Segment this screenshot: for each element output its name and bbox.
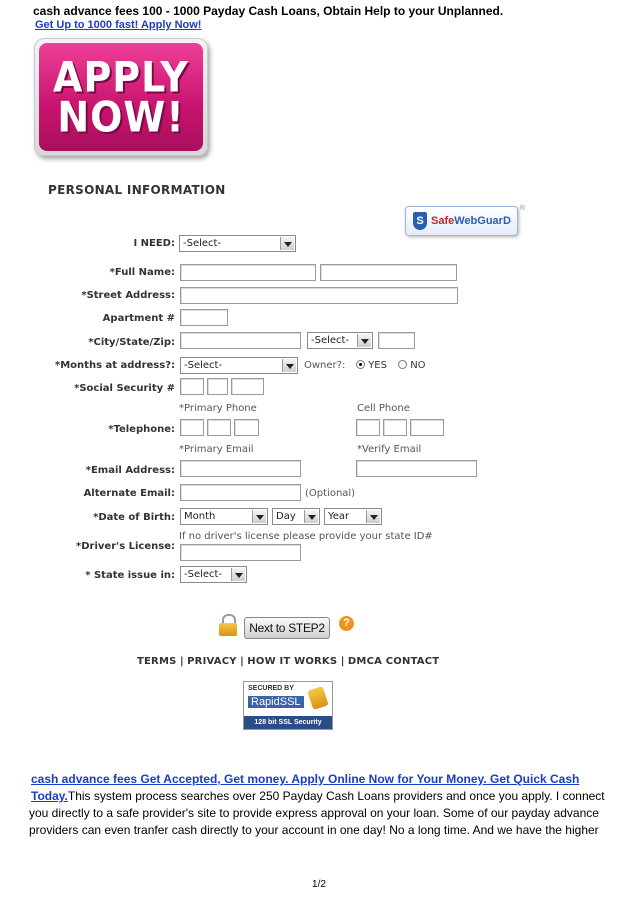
cell-area-input[interactable] [356, 419, 380, 436]
owner-no-option[interactable] [398, 360, 426, 371]
city-input[interactable] [180, 332, 301, 349]
privacy-link[interactable]: PRIVACY [187, 656, 237, 667]
registered-mark: ® [519, 205, 525, 212]
ssn-part3-input[interactable] [231, 378, 264, 395]
dob-day-value: Day [276, 511, 296, 522]
label-drivers-license: *Driver's License: [76, 541, 175, 552]
label-i-need: I NEED: [133, 238, 175, 249]
chevron-down-icon [282, 359, 296, 372]
first-name-input[interactable] [180, 264, 316, 281]
label-street-address: *Street Address: [81, 290, 175, 301]
radio-no[interactable] [398, 360, 407, 369]
chevron-down-icon [366, 510, 380, 523]
label-dob: *Date of Birth: [93, 512, 175, 523]
dob-year-select[interactable] [324, 508, 382, 525]
state-issue-value: -Select- [184, 569, 223, 580]
cell-prefix-input[interactable] [383, 419, 407, 436]
chevron-down-icon [357, 334, 371, 347]
label-email-address: *Email Address: [85, 465, 175, 476]
chevron-down-icon [231, 568, 245, 581]
owner-yes-option[interactable] [356, 360, 387, 371]
section-title: PERSONAL INFORMATION [48, 183, 226, 197]
lock-icon [219, 614, 237, 636]
verify-email-input[interactable] [356, 460, 477, 477]
ssn-part1-input[interactable] [180, 378, 204, 395]
i-need-select-value: -Select- [183, 238, 222, 249]
label-ssn: *Social Security # [74, 383, 175, 394]
paragraph-line4: providers can even tranfer cash directly to your account in one day! No a long time. And we have the higher [29, 823, 599, 837]
safewebguard-badge [405, 205, 525, 236]
phone-prefix-input[interactable] [207, 419, 231, 436]
last-name-input[interactable] [320, 264, 457, 281]
ssl-brand: RapidSSL [248, 696, 304, 708]
label-months-at-address: *Months at address?: [55, 360, 175, 371]
state-issue-select[interactable] [180, 566, 247, 583]
next-step-button[interactable]: Next to STEP2 [244, 617, 330, 639]
shield-icon: S [413, 212, 427, 230]
state-select[interactable] [307, 332, 373, 349]
label-telephone: *Telephone: [108, 424, 175, 435]
radio-yes[interactable] [356, 360, 365, 369]
i-need-select[interactable] [179, 235, 296, 252]
owner-yes-label: YES [368, 360, 387, 371]
rapidssl-badge [243, 681, 333, 730]
verify-email-hint: *Verify Email [357, 444, 422, 455]
label-city-state-zip: *City/State/Zip: [88, 337, 175, 348]
page-number: 1/2 [312, 879, 326, 890]
apply-now-banner[interactable] [34, 38, 208, 156]
chevron-down-icon [304, 510, 318, 523]
phone-line-input[interactable] [234, 419, 259, 436]
dob-day-select[interactable] [272, 508, 320, 525]
owner-label: Owner?: [304, 360, 346, 371]
label-apartment: Apartment # [102, 313, 175, 324]
months-select-value: -Select- [184, 360, 223, 371]
chevron-down-icon [252, 510, 266, 523]
optional-hint: (Optional) [305, 488, 356, 499]
apply-now-link[interactable]: Get Up to 1000 fast! Apply Now! [35, 19, 202, 31]
safe-badge-prefix: Safe [431, 215, 455, 227]
body-paragraph [31, 771, 611, 839]
footer-links: TERMS | PRIVACY | HOW IT WORKS | DMCA CONTACT [137, 656, 440, 667]
help-icon[interactable]: ? [339, 616, 354, 631]
label-alternate-email: Alternate Email: [83, 488, 175, 499]
chevron-down-icon [280, 237, 294, 250]
phone-area-input[interactable] [180, 419, 204, 436]
page-title: cash advance fees 100 - 1000 Payday Cash Loans, Obtain Help to your Unplanned. [33, 4, 504, 18]
state-select-value: -Select- [311, 335, 350, 346]
owner-no-label: NO [410, 360, 426, 371]
terms-link[interactable]: TERMS [137, 656, 177, 667]
drivers-license-input[interactable] [180, 544, 301, 561]
primary-phone-hint: *Primary Phone [179, 403, 257, 414]
paragraph-line2: This system process searches over 250 Payday Cash Loans providers and once you apply. I connect [67, 789, 605, 803]
zip-input[interactable] [378, 332, 415, 349]
dob-month-select[interactable] [180, 508, 268, 525]
label-full-name: *Full Name: [109, 267, 175, 278]
cell-line-input[interactable] [410, 419, 444, 436]
apartment-input[interactable] [180, 309, 228, 326]
ssn-part2-input[interactable] [207, 378, 228, 395]
email-input[interactable] [180, 460, 301, 477]
dob-year-value: Year [328, 511, 350, 522]
ssl-strength: 128 bit SSL Security [244, 716, 332, 729]
dob-month-value: Month [184, 511, 216, 522]
dmca-contact-link[interactable]: DMCA CONTACT [347, 656, 440, 667]
apply-online-link[interactable]: cash advance fees Get Accepted, Get money. Apply Online Now for Your Money. Get Quick Cash [31, 772, 580, 786]
months-select[interactable] [180, 357, 298, 374]
apply-online-link-cont[interactable]: Today. [31, 789, 68, 803]
street-address-input[interactable] [180, 287, 458, 304]
primary-email-hint: *Primary Email [179, 444, 254, 455]
paragraph-line3: you directly to a safe provider's site to provide express approval on your loan. Some of our payday advance [29, 806, 599, 820]
license-hint: If no driver's license please provide your state ID# [179, 531, 433, 542]
padlock-icon [307, 686, 328, 710]
cell-phone-hint: Cell Phone [357, 403, 410, 414]
apply-banner-line1: APPLY [53, 52, 189, 102]
how-it-works-link[interactable]: HOW IT WORKS [247, 656, 338, 667]
alternate-email-input[interactable] [180, 484, 301, 501]
label-state-issue: * State issue in: [85, 570, 175, 581]
ssl-secured-by: SECURED BY [248, 685, 294, 692]
safe-badge-brand: WebGuarD [454, 215, 511, 227]
apply-banner-line2: NOW! [57, 92, 185, 142]
